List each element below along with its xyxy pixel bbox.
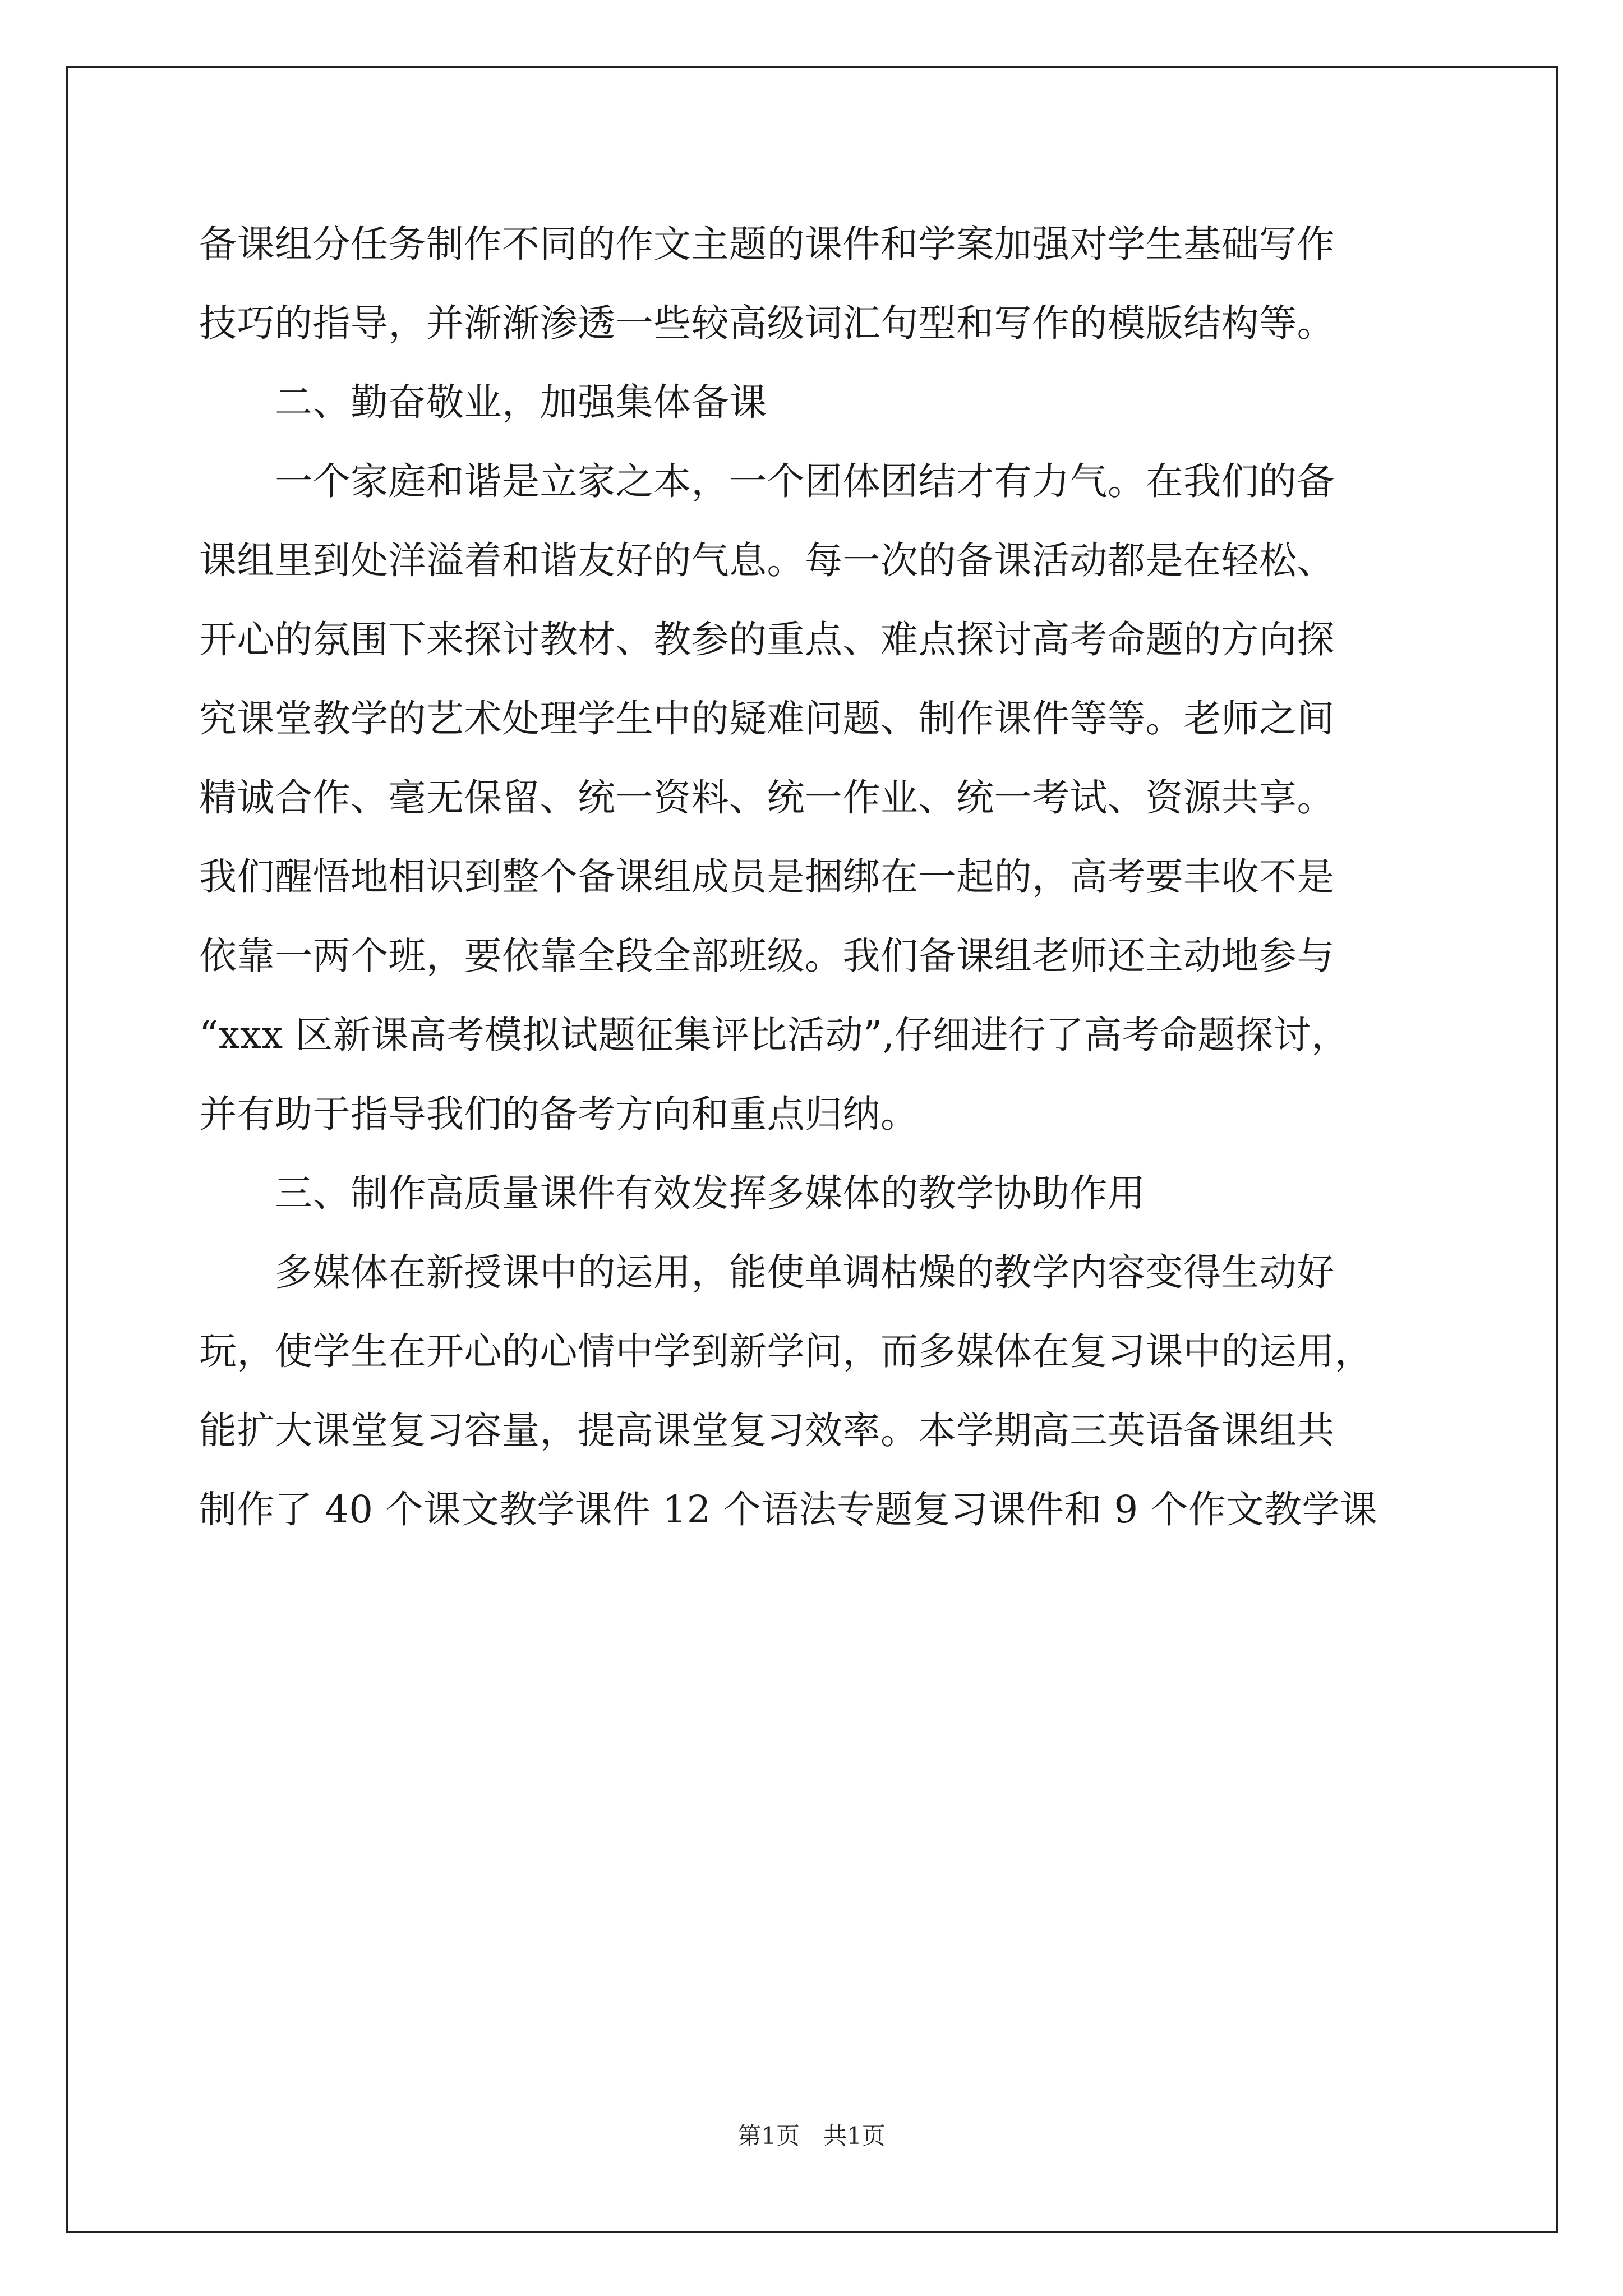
text-line: 一个家庭和谐是立家之本，一个团体团结才有力气。在我们的备	[199, 459, 1335, 503]
text-line: 究课堂教学的艺术处理学生中的疑难问题、制作课件等等。老师之间	[199, 697, 1335, 740]
text-line: 依靠一两个班，要依靠全段全部班级。我们备课组老师还主动地参与	[199, 934, 1335, 978]
text-line: 我们醒悟地相识到整个备课组成员是捆绑在一起的，高考要丰收不是	[199, 855, 1335, 899]
text-line: 精诚合作、毫无保留、统一资料、统一作业、统一考试、资源共享。	[199, 776, 1335, 820]
section-heading: 三、制作高质量课件有效发挥多媒体的教学协助作用	[199, 1171, 1146, 1215]
text-line: 技巧的指导，并渐渐渗透一些较高级词汇句型和写作的模版结构等。	[199, 301, 1335, 345]
text-line: 能扩大课堂复习容量，提高课堂复习效率。本学期高三英语备课组共	[199, 1409, 1335, 1452]
text-line: 多媒体在新授课中的运用，能使单调枯燥的教学内容变得生动好	[199, 1250, 1335, 1294]
section-heading: 二、勤奋敬业，加强集体备课	[199, 380, 767, 424]
page-footer: 第1页 共1页	[737, 2122, 886, 2150]
text-line: 制作了 40 个课文教学课件 12 个语法专题复习课件和 9 个作文教学课	[199, 1488, 1378, 1531]
text-line: 备课组分任务制作不同的作文主题的课件和学案加强对学生基础写作	[199, 222, 1335, 266]
text-line: 并有助于指导我们的备考方向和重点归纳。	[199, 1092, 919, 1136]
text-line: 开心的氛围下来探讨教材、教参的重点、难点探讨高考命题的方向探	[199, 618, 1335, 661]
text-line: 课组里到处洋溢着和谐友好的气息。每一次的备课活动都是在轻松、	[199, 539, 1335, 582]
text-line: 玩，使学生在开心的心情中学到新学问，而多媒体在复习课中的运用，	[199, 1329, 1373, 1373]
text-line: “xxx 区新课高考模拟试题征集评比活动”,仔细进行了高考命题探讨，	[199, 1013, 1349, 1057]
